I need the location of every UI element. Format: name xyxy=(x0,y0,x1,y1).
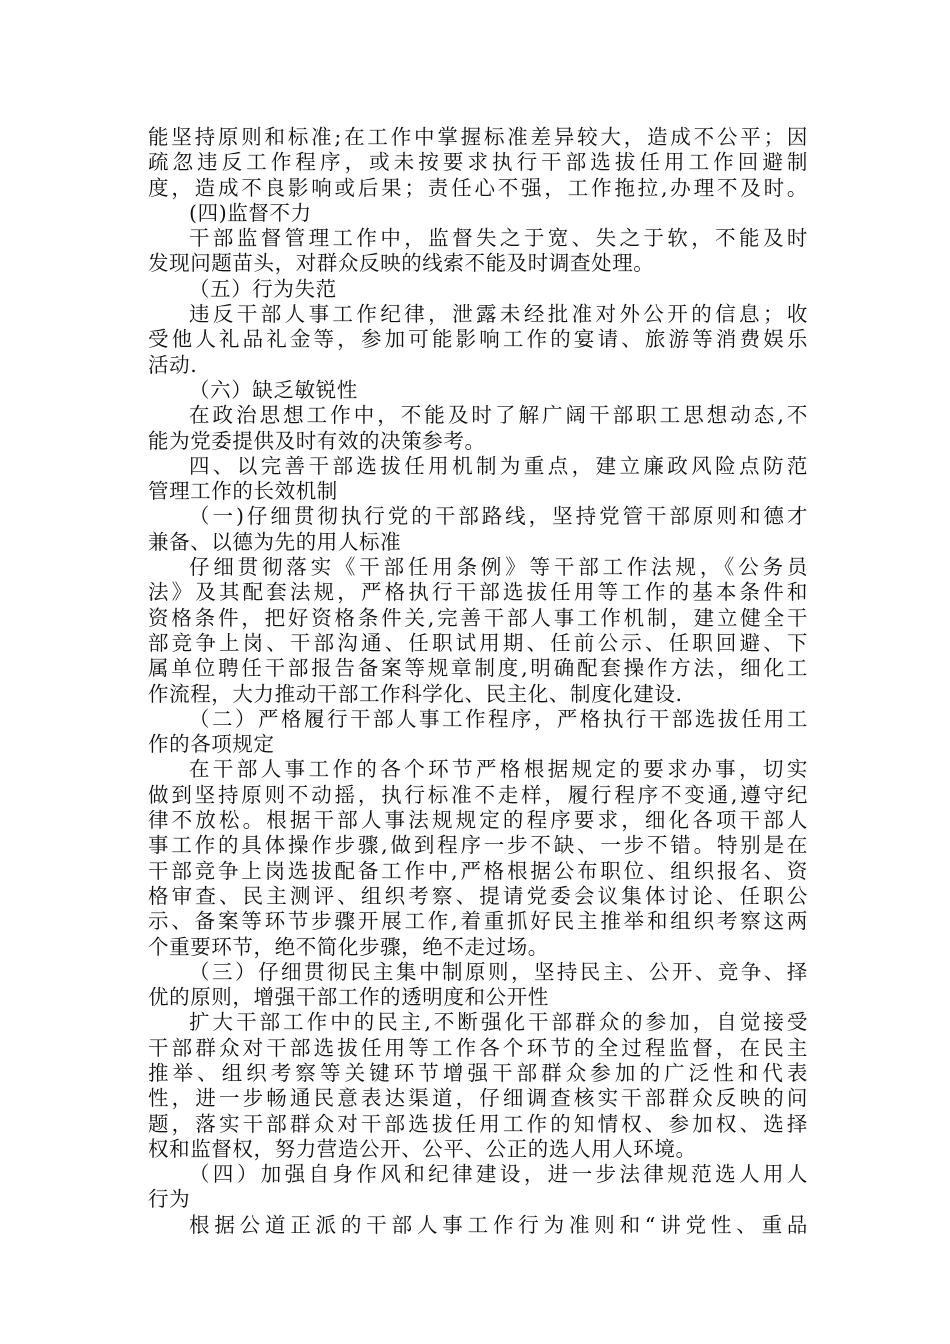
text-line: 性，进一步畅通民意表达渠道，仔细调查核实干部群众反映的问 xyxy=(148,1086,808,1111)
subsection-heading: （三）仔细贯彻民主集中制原则，坚持民主、公开、竞争、择 xyxy=(189,959,808,984)
text-line: 扩大干部工作中的民主,不断强化干部群众的参加，自觉接受 xyxy=(189,1010,808,1035)
text-line: 推举、组织考察等关键环节增强干部群众参加的广泛性和代表 xyxy=(148,1060,808,1085)
subsection-heading: 兼备、以德为先的用人标准 xyxy=(148,529,402,554)
text-line: 活动. xyxy=(148,352,198,377)
text-line: 在政治思想工作中，不能及时了解广阔干部职工思想动态,不 xyxy=(189,403,808,428)
subsection-heading: 优的原则，增强干部工作的透明度和公开性 xyxy=(148,985,549,1010)
text-line: 发现问题苗头，对群众反映的线索不能及时调查处理。 xyxy=(148,251,655,276)
text-line: 事工作的具体操作步骤,做到程序一步不缺、一步不错。特别是在 xyxy=(148,833,808,858)
text-line: 题，落实干部群众对干部选拔任用工作的知情权、参加权、选择 xyxy=(148,1111,808,1136)
text-line: 干部竞争上岗选拔配备工作中,严格根据公布职位、组织报名、资 xyxy=(148,858,808,883)
section-heading: 管理工作的长效机制 xyxy=(148,479,338,504)
text-line: 能为党委提供及时有效的决策参考。 xyxy=(148,428,486,453)
section-heading: （六）缺乏敏锐性 xyxy=(189,377,358,402)
section-heading: (四)监督不力 xyxy=(189,200,312,225)
text-line: 仔细贯彻落实《干部任用条例》等干部工作法规，《公务员 xyxy=(189,555,808,580)
subsection-heading: （一)仔细贯彻执行党的干部路线，坚持党管干部原则和德才 xyxy=(189,504,808,529)
document-body xyxy=(148,125,808,1238)
subsection-heading: 行为 xyxy=(148,1187,191,1212)
text-line: 做到坚持原则不动摇，执行标准不走样，履行程序不变通,遵守纪 xyxy=(148,782,808,807)
section-heading: （五）行为失范 xyxy=(189,276,337,301)
text-line: 干部监督管理工作中，监督失之于宽、失之于软，不能及时 xyxy=(189,226,808,251)
subsection-heading: 作的各项规定 xyxy=(148,732,275,757)
text-line: 法》及其配套法规，严格执行干部选拔任用等工作的基本条件和 xyxy=(148,580,808,605)
text-line: 个重要环节，绝不简化步骤，绝不走过场。 xyxy=(148,934,549,959)
text-line: 在干部人事工作的各个环节严格根据规定的要求办事，切实 xyxy=(189,757,808,782)
subsection-heading: （二）严格履行干部人事工作程序，严格执行干部选拔任用工 xyxy=(189,706,808,731)
text-line: 属单位聘任干部报告备案等规章制度,明确配套操作方法，细化工 xyxy=(148,656,808,681)
text-line: 律不放松。根据干部人事法规规定的程序要求，细化各项干部人 xyxy=(148,808,808,833)
subsection-heading: （四）加强自身作风和纪律建设，进一步法律规范选人用人 xyxy=(189,1162,808,1187)
text-line: 资格条件，把好资格条件关,完善干部人事工作机制，建立健全干 xyxy=(148,605,808,630)
text-line: 干部群众对干部选拔任用等工作各个环节的全过程监督，在民主 xyxy=(148,1035,808,1060)
text-line: 示、备案等环节步骤开展工作,着重抓好民主推举和组织考察这两 xyxy=(148,909,808,934)
text-line: 根据公道正派的干部人事工作行为准则和“讲党性、重品 xyxy=(189,1212,808,1237)
text-line: 作流程，大力推动干部工作科学化、民主化、制度化建设. xyxy=(148,681,683,706)
text-line: 受他人礼品礼金等，参加可能影响工作的宴请、旅游等消费娱乐 xyxy=(148,327,808,352)
text-line: 违反干部人事工作纪律，泄露未经批准对外公开的信息；收 xyxy=(189,302,808,327)
text-line: 格审查、民主测评、组织考察、提请党委会议集体讨论、任职公 xyxy=(148,883,808,908)
section-heading: 四、以完善干部选拔任用机制为重点，建立廉政风险点防范 xyxy=(189,453,808,478)
text-line: 能坚持原则和标准;在工作中掌握标准差异较大，造成不公平；因 xyxy=(148,125,808,149)
text-line: 权和监督权，努力营造公开、公平、公正的选人用人环境。 xyxy=(148,1136,697,1161)
text-line: 疏忽违反工作程序，或未按要求执行干部选拔任用工作回避制 xyxy=(148,150,808,175)
text-line: 部竞争上岗、干部沟通、任职试用期、任前公示、任职回避、下 xyxy=(148,630,808,655)
text-line: 度，造成不良影响或后果；责任心不强，工作拖拉,办理不及时。 xyxy=(148,175,808,200)
